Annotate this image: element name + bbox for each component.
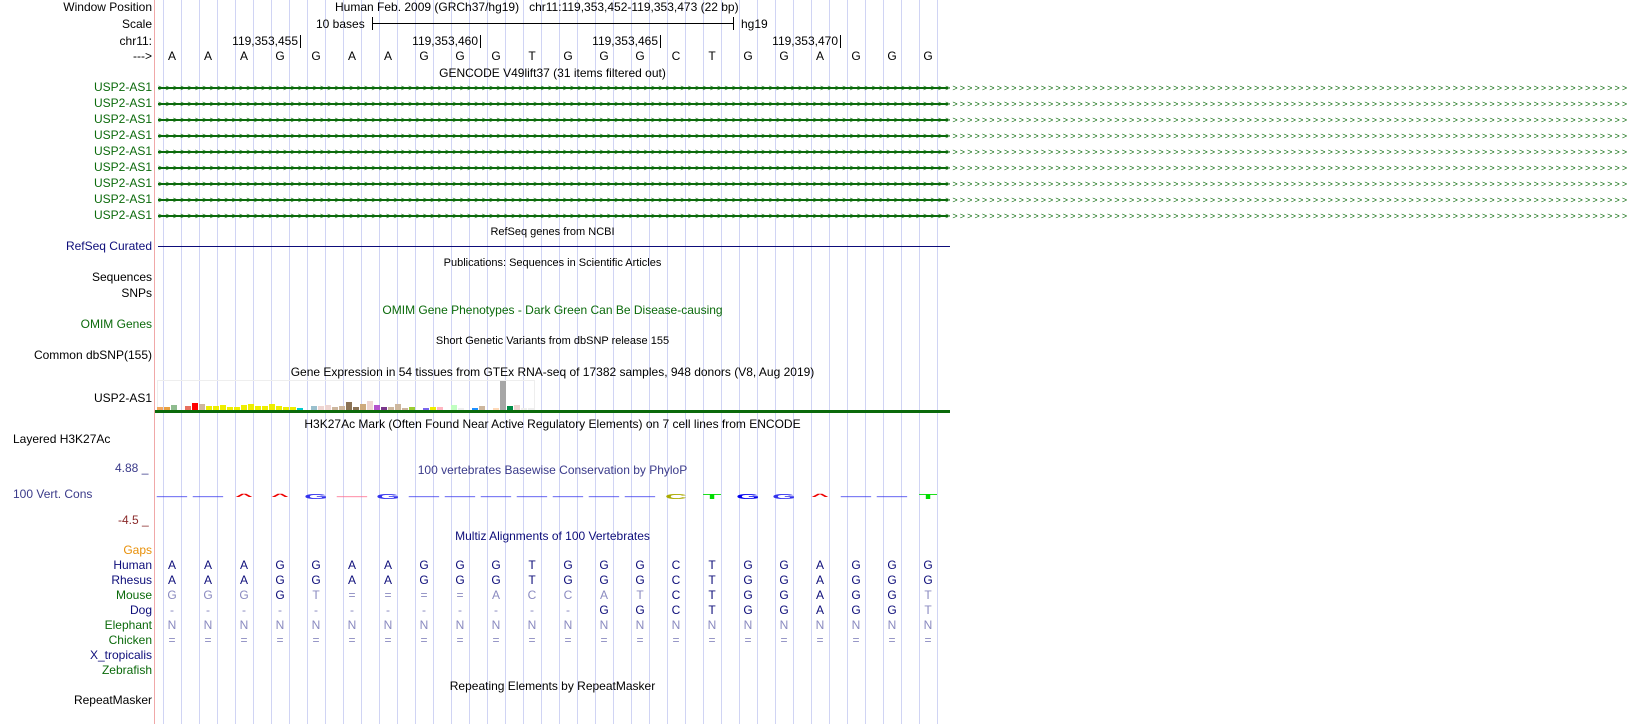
alignment-base: = <box>744 633 752 647</box>
alignment-base: G <box>851 558 861 572</box>
reference-base: G <box>563 49 573 63</box>
alignment-base: G <box>887 603 897 617</box>
omim-track-label[interactable]: OMIM Genes <box>80 317 152 331</box>
gencode-item-label[interactable]: USP2-AS1 <box>93 192 152 206</box>
alignment-base: A <box>815 573 824 587</box>
repeatmasker-track-label[interactable]: RepeatMasker <box>73 693 152 707</box>
alignment-base: - <box>494 603 498 617</box>
alignment-base: = <box>780 633 788 647</box>
conservation-logo-glyph: — <box>840 492 872 501</box>
reference-base: G <box>851 49 861 63</box>
reference-base: G <box>275 49 285 63</box>
alignment-base: - <box>242 603 246 617</box>
h3k27ac-track-title: H3K27Ac Mark (Often Found Near Active Regulatory Elements) on 7 cell lines from ENCODE <box>304 417 801 431</box>
alignment-base: G <box>275 558 285 572</box>
strand-arrows-icon: >>>>>>>>>>>>>>>>>>>>>>>>>>>>>>>>>>>>>>>>>>>>>>>>>>>>>>>>>>>>>>>>>>>>>>>>>>>>>>>>>>>>>>>>>>>>>>>>>>>>>>>>>>>>>>>>>>>>>>>>>>>>>>>>>>>>>>>>>>>>>>>>>>>>>>>>>>>>>>>>>>>>>>>>>>>>>>>>>>>>>>>>>>>>>>>>>>>>>>>> <box>158 147 1629 157</box>
alignment-base: G <box>743 558 753 572</box>
reference-base: G <box>311 49 321 63</box>
conservation-ymax: 4.88 _ <box>115 461 149 475</box>
reference-base: G <box>887 49 897 63</box>
publications-track-title: Publications: Sequences in Scientific Articles <box>443 257 662 269</box>
alignment-base: - <box>458 603 462 617</box>
refseq-gene-line[interactable] <box>158 246 950 247</box>
alignment-base: N <box>815 618 825 632</box>
alignment-base: G <box>851 573 861 587</box>
alignment-base: N <box>311 618 321 632</box>
conservation-logo-glyph: T <box>702 492 722 501</box>
alignment-base: = <box>384 633 392 647</box>
alignment-base: A <box>815 588 824 602</box>
conservation-logo-glyph: ^ <box>811 492 829 501</box>
alignment-base: G <box>563 573 573 587</box>
alignment-base: C <box>671 603 681 617</box>
alignment-base: N <box>923 618 933 632</box>
alignment-base: C <box>563 588 573 602</box>
reference-base: C <box>671 49 681 63</box>
reference-base: G <box>635 49 645 63</box>
alignment-base: N <box>383 618 393 632</box>
conservation-logo-glyph: — <box>444 492 476 501</box>
alignment-base: C <box>671 588 681 602</box>
alignment-base: G <box>743 603 753 617</box>
alignment-base: A <box>491 588 500 602</box>
alignment-base: = <box>240 633 248 647</box>
alignment-base: G <box>311 573 321 587</box>
alignment-base: G <box>491 558 501 572</box>
alignment-base: G <box>563 558 573 572</box>
alignment-base: A <box>167 558 176 572</box>
alignment-base: G <box>923 558 933 572</box>
gtex-tissue-bar[interactable] <box>367 401 373 410</box>
chrom-label: chr11: <box>119 34 152 48</box>
repeatmasker-track-title: Repeating Elements by RepeatMasker <box>449 679 656 693</box>
alignment-base: T <box>708 558 716 572</box>
alignment-base: C <box>671 573 681 587</box>
alignment-base: N <box>239 618 249 632</box>
reference-base: T <box>528 49 536 63</box>
alignment-base: G <box>779 588 789 602</box>
multiz-species-label[interactable]: Mouse <box>115 588 152 602</box>
alignment-base: N <box>419 618 429 632</box>
ruler-tick-mark <box>480 35 481 48</box>
alignment-base: - <box>170 603 174 617</box>
gencode-item-label[interactable]: USP2-AS1 <box>93 96 152 110</box>
alignment-base: N <box>671 618 681 632</box>
alignment-base: - <box>206 603 210 617</box>
conservation-logo-glyph: — <box>480 492 512 501</box>
strand-arrows-icon: >>>>>>>>>>>>>>>>>>>>>>>>>>>>>>>>>>>>>>>>>>>>>>>>>>>>>>>>>>>>>>>>>>>>>>>>>>>>>>>>>>>>>>>>>>>>>>>>>>>>>>>>>>>>>>>>>>>>>>>>>>>>>>>>>>>>>>>>>>>>>>>>>>>>>>>>>>>>>>>>>>>>>>>>>>>>>>>>>>>>>>>>>>>>>>>>>>>>>>>> <box>158 179 1629 189</box>
alignment-base: G <box>743 573 753 587</box>
gtex-tissue-bar[interactable] <box>500 381 506 410</box>
alignment-base: G <box>887 573 897 587</box>
alignment-base: G <box>203 588 213 602</box>
alignment-base: A <box>815 558 824 572</box>
conservation-ymin: -4.5 _ <box>118 513 149 527</box>
reference-base: G <box>923 49 933 63</box>
multiz-species-label[interactable]: Rhesus <box>111 573 152 587</box>
alignment-base: = <box>852 633 860 647</box>
alignment-base: A <box>167 573 176 587</box>
alignment-base: T <box>924 588 932 602</box>
gtex-gene-baseline[interactable] <box>155 410 950 413</box>
strand-arrows-icon: >>>>>>>>>>>>>>>>>>>>>>>>>>>>>>>>>>>>>>>>>>>>>>>>>>>>>>>>>>>>>>>>>>>>>>>>>>>>>>>>>>>>>>>>>>>>>>>>>>>>>>>>>>>>>>>>>>>>>>>>>>>>>>>>>>>>>>>>>>>>>>>>>>>>>>>>>>>>>>>>>>>>>>>>>>>>>>>>>>>>>>>>>>>>>>>>>>>>>>>> <box>158 131 1629 141</box>
alignment-base: A <box>203 558 212 572</box>
alignment-base: G <box>851 603 861 617</box>
conservation-logo-glyph: — <box>156 492 188 501</box>
reference-base: G <box>455 49 465 63</box>
reference-base: A <box>239 49 248 63</box>
strand-arrows-icon: >>>>>>>>>>>>>>>>>>>>>>>>>>>>>>>>>>>>>>>>>>>>>>>>>>>>>>>>>>>>>>>>>>>>>>>>>>>>>>>>>>>>>>>>>>>>>>>>>>>>>>>>>>>>>>>>>>>>>>>>>>>>>>>>>>>>>>>>>>>>>>>>>>>>>>>>>>>>>>>>>>>>>>>>>>>>>>>>>>>>>>>>>>>>>>>>>>>>>>>> <box>158 211 1629 221</box>
alignment-base: G <box>239 588 249 602</box>
multiz-track-title: Multiz Alignments of 100 Vertebrates <box>455 529 650 543</box>
alignment-base: G <box>599 603 609 617</box>
scale-bar-right-tick <box>733 17 734 30</box>
alignment-base: = <box>312 633 320 647</box>
conservation-logo-glyph: C <box>665 492 687 501</box>
conservation-logo-glyph: G <box>376 492 400 501</box>
alignment-base: N <box>743 618 753 632</box>
alignment-base: G <box>167 588 177 602</box>
conservation-logo-glyph: — <box>192 492 224 501</box>
conservation-logo-glyph: — <box>336 492 368 501</box>
strand-arrows-icon: >>>>>>>>>>>>>>>>>>>>>>>>>>>>>>>>>>>>>>>>>>>>>>>>>>>>>>>>>>>>>>>>>>>>>>>>>>>>>>>>>>>>>>>>>>>>>>>>>>>>>>>>>>>>>>>>>>>>>>>>>>>>>>>>>>>>>>>>>>>>>>>>>>>>>>>>>>>>>>>>>>>>>>>>>>>>>>>>>>>>>>>>>>>>>>>>>>>>>>>> <box>158 163 1629 173</box>
scale-assembly: hg19 <box>741 17 768 31</box>
alignment-base: G <box>779 603 789 617</box>
alignment-base: A <box>203 573 212 587</box>
alignment-base: = <box>456 588 464 602</box>
conservation-logo-glyph: T <box>918 492 938 501</box>
alignment-base: - <box>422 603 426 617</box>
alignment-base: G <box>743 588 753 602</box>
alignment-base: T <box>528 573 536 587</box>
reference-base: G <box>779 49 789 63</box>
alignment-base: G <box>887 588 897 602</box>
reference-base: G <box>491 49 501 63</box>
alignment-base: T <box>312 588 320 602</box>
alignment-base: A <box>599 588 608 602</box>
conservation-logo-glyph: ^ <box>271 492 289 501</box>
alignment-base: G <box>311 558 321 572</box>
alignment-base: T <box>636 588 644 602</box>
gtex-tissue-bar[interactable] <box>346 402 352 410</box>
alignment-base: = <box>456 633 464 647</box>
multiz-gaps-label[interactable]: Gaps <box>123 543 152 557</box>
ruler-tick-label: 119,353,460 <box>412 34 478 48</box>
alignment-base: N <box>887 618 897 632</box>
conservation-logo-glyph: — <box>624 492 656 501</box>
conservation-logo-glyph: ^ <box>235 492 253 501</box>
refseq-track-title: RefSeq genes from NCBI <box>490 226 615 238</box>
alignment-base: N <box>527 618 537 632</box>
conservation-track-label[interactable]: 100 Vert. Cons <box>13 487 93 501</box>
h3k27ac-track-label[interactable]: Layered H3K27Ac <box>13 432 111 446</box>
alignment-base: G <box>455 573 465 587</box>
alignment-base: T <box>528 558 536 572</box>
alignment-base: N <box>635 618 645 632</box>
dbsnp-track-label[interactable]: Common dbSNP(155) <box>33 348 152 362</box>
alignment-base: N <box>347 618 357 632</box>
alignment-base: N <box>455 618 465 632</box>
alignment-base: N <box>491 618 501 632</box>
conservation-logo-glyph: — <box>876 492 908 501</box>
conservation-logo-glyph: — <box>588 492 620 501</box>
reference-base: A <box>347 49 356 63</box>
alignment-base: = <box>420 633 428 647</box>
conservation-logo-glyph: — <box>408 492 440 501</box>
scale-bar-left-tick <box>372 17 373 30</box>
strand-label: ---> <box>133 49 152 63</box>
ruler-tick-mark <box>660 35 661 48</box>
alignment-base: T <box>708 603 716 617</box>
alignment-base: = <box>420 588 428 602</box>
scale-label: Scale <box>121 17 152 31</box>
publications-track-label-snps[interactable]: SNPs <box>121 286 152 300</box>
alignment-base: = <box>888 633 896 647</box>
alignment-base: N <box>707 618 717 632</box>
alignment-base: N <box>851 618 861 632</box>
gencode-item-label[interactable]: USP2-AS1 <box>93 112 152 126</box>
alignment-base: C <box>671 558 681 572</box>
alignment-base: G <box>599 558 609 572</box>
alignment-base: G <box>887 558 897 572</box>
alignment-base: A <box>383 573 392 587</box>
gencode-item-label[interactable]: USP2-AS1 <box>93 80 152 94</box>
alignment-base: - <box>314 603 318 617</box>
reference-base: G <box>599 49 609 63</box>
alignment-base: - <box>350 603 354 617</box>
alignment-base: T <box>924 603 932 617</box>
alignment-base: G <box>275 588 285 602</box>
alignment-base: T <box>708 588 716 602</box>
gencode-track-title: GENCODE V49lift37 (31 items filtered out) <box>439 66 666 80</box>
alignment-base: A <box>347 573 356 587</box>
reference-base: A <box>167 49 176 63</box>
alignment-base: = <box>816 633 824 647</box>
strand-arrows-icon: >>>>>>>>>>>>>>>>>>>>>>>>>>>>>>>>>>>>>>>>>>>>>>>>>>>>>>>>>>>>>>>>>>>>>>>>>>>>>>>>>>>>>>>>>>>>>>>>>>>>>>>>>>>>>>>>>>>>>>>>>>>>>>>>>>>>>>>>>>>>>>>>>>>>>>>>>>>>>>>>>>>>>>>>>>>>>>>>>>>>>>>>>>>>>>>>>>>>>>>> <box>158 99 1629 109</box>
conservation-logo-glyph: — <box>516 492 548 501</box>
scale-bar <box>372 23 733 24</box>
publications-track-label-sequences[interactable]: Sequences <box>91 270 152 284</box>
alignment-base: C <box>527 588 537 602</box>
alignment-base: A <box>383 558 392 572</box>
refseq-track-label[interactable]: RefSeq Curated <box>65 239 152 253</box>
reference-base: A <box>203 49 212 63</box>
gencode-item-label[interactable]: USP2-AS1 <box>93 208 152 222</box>
reference-base: G <box>743 49 753 63</box>
alignment-base: G <box>599 573 609 587</box>
reference-base: A <box>383 49 392 63</box>
alignment-base: G <box>275 573 285 587</box>
alignment-base: = <box>924 633 932 647</box>
alignment-base: = <box>528 633 536 647</box>
alignment-base: G <box>635 558 645 572</box>
reference-base: A <box>815 49 824 63</box>
alignment-base: = <box>348 633 356 647</box>
scale-text: 10 bases <box>316 17 365 31</box>
reference-base: G <box>419 49 429 63</box>
alignment-base: = <box>168 633 176 647</box>
strand-arrows-icon: >>>>>>>>>>>>>>>>>>>>>>>>>>>>>>>>>>>>>>>>>>>>>>>>>>>>>>>>>>>>>>>>>>>>>>>>>>>>>>>>>>>>>>>>>>>>>>>>>>>>>>>>>>>>>>>>>>>>>>>>>>>>>>>>>>>>>>>>>>>>>>>>>>>>>>>>>>>>>>>>>>>>>>>>>>>>>>>>>>>>>>>>>>>>>>>>>>>>>>>> <box>158 83 1629 93</box>
multiz-species-label[interactable]: Elephant <box>104 618 152 632</box>
strand-arrows-icon: >>>>>>>>>>>>>>>>>>>>>>>>>>>>>>>>>>>>>>>>>>>>>>>>>>>>>>>>>>>>>>>>>>>>>>>>>>>>>>>>>>>>>>>>>>>>>>>>>>>>>>>>>>>>>>>>>>>>>>>>>>>>>>>>>>>>>>>>>>>>>>>>>>>>>>>>>>>>>>>>>>>>>>>>>>>>>>>>>>>>>>>>>>>>>>>>>>>>>>>> <box>158 115 1629 125</box>
gtex-track-title: Gene Expression in 54 tissues from GTEx RNA-seq of 17382 samples, 948 donors (V8, Aug 2019) <box>290 365 815 379</box>
alignment-base: - <box>566 603 570 617</box>
alignment-base: = <box>636 633 644 647</box>
alignment-base: = <box>384 588 392 602</box>
conservation-logo-glyph: — <box>552 492 584 501</box>
alignment-base: = <box>708 633 716 647</box>
alignment-base: = <box>348 588 356 602</box>
reference-base: T <box>708 49 716 63</box>
conservation-track-title: 100 vertebrates Basewise Conservation by PhyloP <box>417 463 688 477</box>
alignment-base: = <box>204 633 212 647</box>
alignment-base: G <box>923 573 933 587</box>
multiz-species-label[interactable]: Human <box>113 558 152 572</box>
alignment-base: N <box>563 618 573 632</box>
alignment-base: = <box>600 633 608 647</box>
alignment-base: N <box>167 618 177 632</box>
ruler-tick-mark <box>840 35 841 48</box>
window-position-label: Window Position <box>63 0 152 14</box>
ruler-tick-label: 119,353,455 <box>232 34 298 48</box>
alignment-base: G <box>779 573 789 587</box>
alignment-base: A <box>347 558 356 572</box>
gencode-item-label[interactable]: USP2-AS1 <box>93 128 152 142</box>
ruler-tick-label: 119,353,470 <box>772 34 838 48</box>
track-label-divider <box>154 0 155 724</box>
alignment-base: N <box>275 618 285 632</box>
alignment-base: A <box>239 558 248 572</box>
alignment-base: - <box>530 603 534 617</box>
alignment-base: G <box>455 558 465 572</box>
alignment-base: G <box>635 573 645 587</box>
alignment-base: G <box>635 603 645 617</box>
alignment-base: - <box>278 603 282 617</box>
multiz-species-label[interactable]: Zebrafish <box>101 663 152 677</box>
ruler-tick-label: 119,353,465 <box>592 34 658 48</box>
gtex-tissue-bar[interactable] <box>192 403 198 410</box>
multiz-species-label[interactable]: Dog <box>129 603 152 617</box>
alignment-base: N <box>779 618 789 632</box>
alignment-base: G <box>491 573 501 587</box>
conservation-logo-glyph: G <box>772 492 796 501</box>
alignment-base: G <box>779 558 789 572</box>
conservation-logo-glyph: G <box>736 492 760 501</box>
alignment-base: G <box>419 573 429 587</box>
gencode-item-label[interactable]: USP2-AS1 <box>93 176 152 190</box>
alignment-base: A <box>239 573 248 587</box>
alignment-base: N <box>203 618 213 632</box>
gencode-item-label[interactable]: USP2-AS1 <box>93 160 152 174</box>
alignment-base: N <box>599 618 609 632</box>
dbsnp-track-title: Short Genetic Variants from dbSNP release 155 <box>435 335 670 347</box>
strand-arrows-icon: >>>>>>>>>>>>>>>>>>>>>>>>>>>>>>>>>>>>>>>>>>>>>>>>>>>>>>>>>>>>>>>>>>>>>>>>>>>>>>>>>>>>>>>>>>>>>>>>>>>>>>>>>>>>>>>>>>>>>>>>>>>>>>>>>>>>>>>>>>>>>>>>>>>>>>>>>>>>>>>>>>>>>>>>>>>>>>>>>>>>>>>>>>>>>>>>>>>>>>>> <box>158 195 1629 205</box>
alignment-base: G <box>851 588 861 602</box>
gtex-track-label[interactable]: USP2-AS1 <box>93 391 152 405</box>
alignment-base: T <box>708 573 716 587</box>
alignment-base: A <box>815 603 824 617</box>
omim-track-title: OMIM Gene Phenotypes - Dark Green Can Be Disease-causing <box>382 303 723 317</box>
alignment-base: = <box>492 633 500 647</box>
alignment-base: = <box>564 633 572 647</box>
window-position-text: Human Feb. 2009 (GRCh37/hg19) chr11:119,353,452-119,353,473 (22 bp) <box>335 0 739 14</box>
alignment-base: - <box>386 603 390 617</box>
multiz-species-label[interactable]: X_tropicalis <box>89 648 152 662</box>
ruler-tick-mark <box>300 35 301 48</box>
alignment-base: G <box>419 558 429 572</box>
alignment-base: = <box>276 633 284 647</box>
multiz-species-label[interactable]: Chicken <box>108 633 152 647</box>
gencode-item-label[interactable]: USP2-AS1 <box>93 144 152 158</box>
conservation-logo-glyph: G <box>304 492 328 501</box>
alignment-base: = <box>672 633 680 647</box>
